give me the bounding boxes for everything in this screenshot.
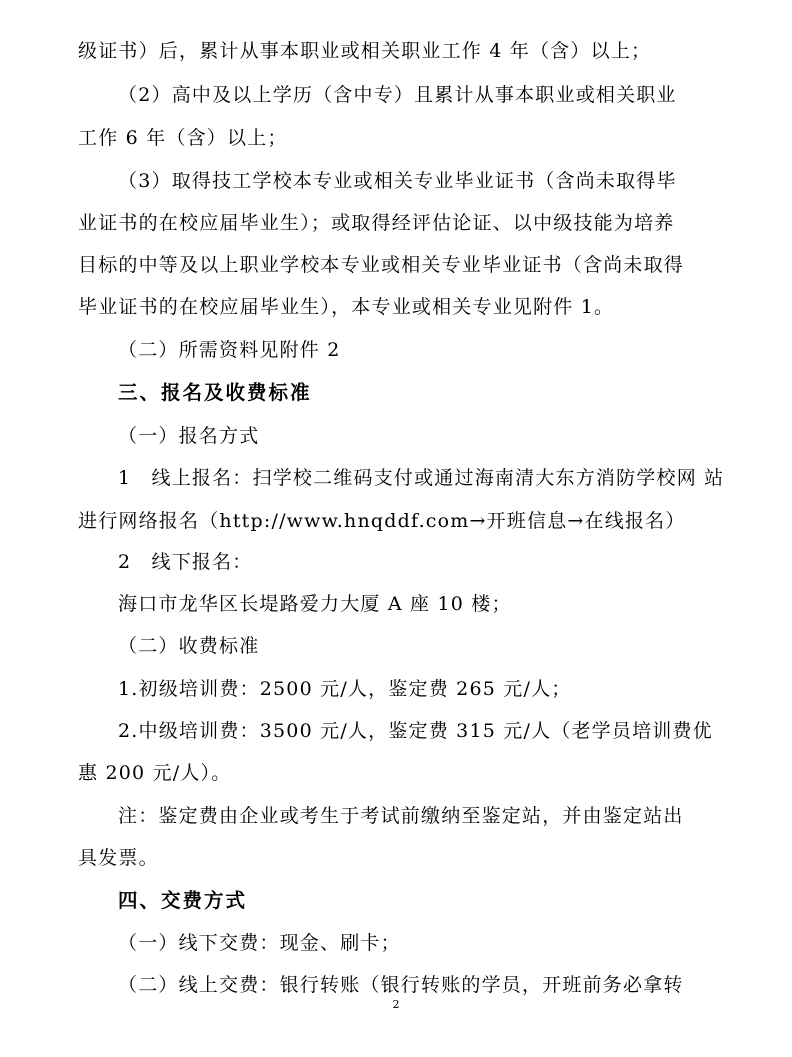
section-heading-3: 三、报名及收费标准 [118,381,312,404]
paragraph-line-5: 业证书的在校应届毕业生）；或取得经评估论证、以中级技能为培养 [78,212,675,234]
paragraph-line-7: 毕业证书的在校应届毕业生），本专业或相关专业见附件 1。 [78,296,615,318]
paragraph-line-2: （2）高中及以上学历（含中专）且累计从事本职业或相关职业 [118,84,677,106]
offline-registration-line: 2 线下报名： [118,551,253,573]
fee-line-junior: 1.初级培训费：2500 元/人，鉴定费 265 元/人； [118,678,572,700]
paragraph-line-6: 目标的中等及以上职业学校本专业或相关专业毕业证书（含尚未取得 [78,254,685,276]
offline-payment-line: （一）线下交费：现金、刷卡； [118,932,401,954]
paragraph-line-8: （二）所需资料见附件 2 [118,339,341,361]
paragraph-line-4: （3）取得技工学校本专业或相关专业毕业证书（含尚未取得毕 [118,170,677,192]
online-payment-line: （二）线上交费：银行转账（银行转账的学员，开班前务必拿转 [118,974,684,996]
fee-line-discount: 惠 200 元/人）。 [78,762,232,784]
subheading-registration-method: （一）报名方式 [118,425,260,447]
online-registration-url-line: 进行网络报名（http://www.hnqddf.com→开班信息→在线报名） [78,510,686,532]
address-line: 海口市龙华区长堤路爱力大厦 A 座 10 楼； [118,593,512,615]
note-line-1: 注：鉴定费由企业或考生于考试前缴纳至鉴定站，并由鉴定站出 [118,805,684,827]
page-number: 2 [392,998,400,1011]
note-line-2: 具发票。 [78,847,159,869]
paragraph-line-1: 级证书）后，累计从事本职业或相关职业工作 4 年（含）以上； [78,40,652,62]
subheading-fees: （二）收费标准 [118,635,260,657]
fee-line-intermediate: 2.中级培训费：3500 元/人，鉴定费 315 元/人（老学员培训费优 [118,720,713,742]
paragraph-line-3: 工作 6 年（含）以上； [78,127,288,149]
section-heading-4: 四、交费方式 [118,889,248,912]
online-registration-line: 1 线上报名：扫学校二维码支付或通过海南清大东方消防学校网 站 [118,467,725,489]
